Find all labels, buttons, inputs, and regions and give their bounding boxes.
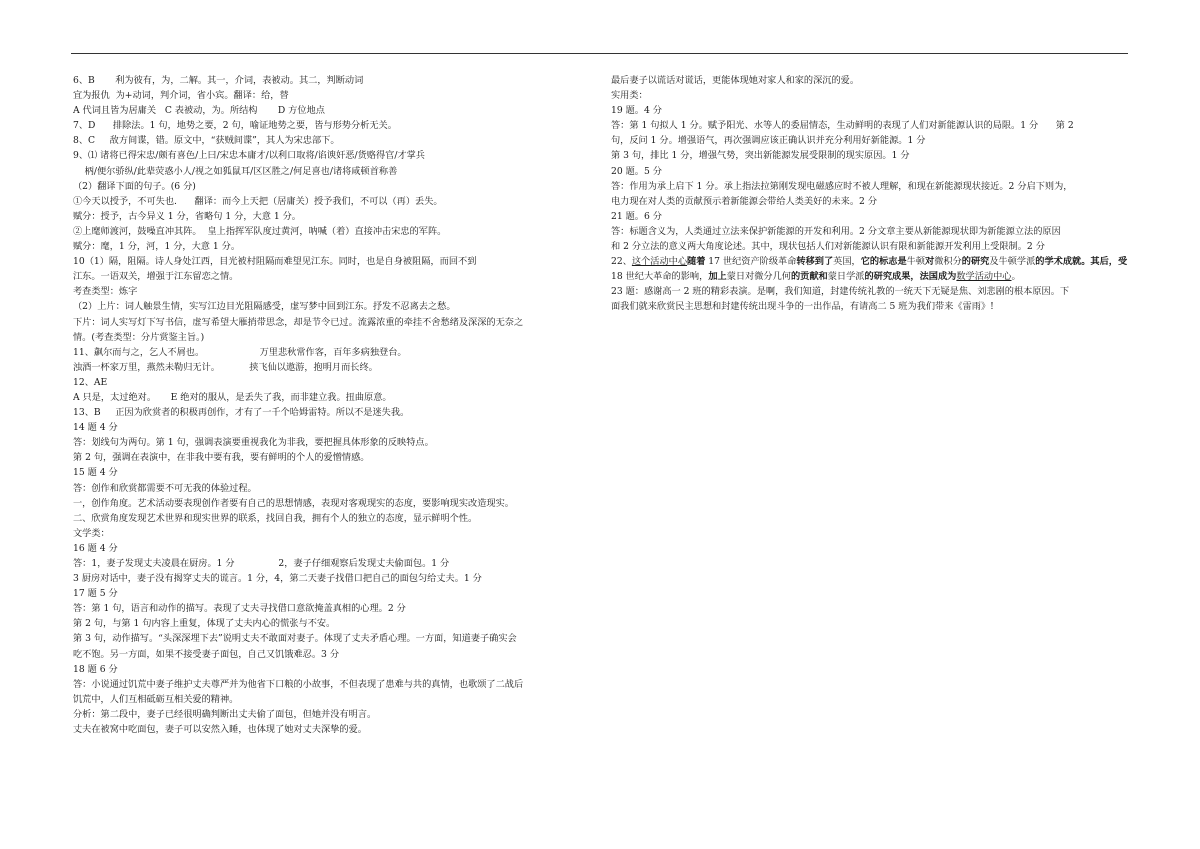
text-line: 答：作用为承上启下 1 分。承上指法拉第刚发现电磁感应时不被人理解，和现在新能源现状接近。2 分启下则为， (611, 180, 1073, 192)
text-line: 6、B 利为彼有，为，二解。其一，介词，表被动。其二，判断动词 (73, 75, 364, 86)
q22-text: 及牛顿学派 (989, 256, 1036, 268)
question-heading: 21 题。6 分 (611, 210, 662, 222)
text-line: 吃不饱。另一方面，如果不接受妻子面包，自己又饥饿难忍。3 分 (73, 648, 340, 660)
q22-text: 英国， (833, 256, 861, 268)
text-line: 13、B 正因为欣赏者的积极再创作，才有了一千个哈姆雷特。所以不是迷失我。 (73, 407, 410, 419)
text-line: 赋分：授予，古今异义 1 分，省略句 1 分，大意 1 分。 (73, 210, 301, 222)
text-line: （2）翻译下面的句子。(6 分) (73, 180, 196, 192)
q22-underlined-phrase: 这个活动中心 (631, 256, 688, 268)
text-line: 文学类： (73, 527, 110, 539)
right-column (611, 73, 1131, 315)
text-line: 答：划线句为两句。第 1 句，强调表演要重视我化为非我，要把握具体形象的反映特点。 (73, 437, 434, 449)
q22-text: 牛顿 (906, 256, 926, 268)
text-line: 14 题 4 分 (73, 422, 118, 434)
text-line: 第 3 句，排比 1 分，增强气势，突出新能源发展受限制的现实原因。1 分 (611, 150, 910, 162)
text-line: 17 题 5 分 (73, 588, 118, 600)
q22-bold-phrase: 它的标志是 (860, 256, 907, 268)
text-line: 句，反问 1 分。增强语气，再次强调应该正确认识并充分利用好新能源。1 分 (611, 135, 926, 147)
q22-underlined-phrase: 数学活动中心 (956, 271, 1012, 283)
text-line: 赋分：麾，1 分，河，1 分，大意 1 分。 (73, 241, 241, 253)
q22-bold-phrase: 转移到了 (796, 256, 834, 268)
text-line: 7、D 排除法。1 句，地势之要，2 句，喻证地势之要，皆与形势分析无关。 (73, 120, 397, 132)
q22-bold-phrase: 随着 (687, 256, 706, 268)
text-line: （2）上片：词人触景生情，实写江边目光阻隔感受，虚写梦中回到江东。抒发不忍离去之愁。 (73, 301, 456, 313)
text-line: 18 题 6 分 (73, 663, 118, 675)
text-line: 宜为报仇 为+动词，判介词，省小宾。翻译：给，替 (73, 90, 289, 102)
q22-text: 微分几何 (754, 271, 791, 283)
text-line: 答：标题含义为，人类通过立法来保护新能源的开发和利用。2 分文章主要从新能源现状即为新能源立法的原因 (611, 225, 1061, 237)
text-line: ②上麾师渡河，鼓噪直冲其阵。 皇上指挥军队度过黄河，呐喊（着）直接冲击宋忠的军阵。 (73, 225, 447, 237)
text-line: 最后妻子以谎话对谎话，更能体现她对家人和家的深沉的爱。 (611, 75, 860, 86)
text-line: 丈夫在被窝中吃面包，妻子可以安然入睡，也体现了她对丈夫深挚的爱。 (73, 724, 367, 736)
text-line: 8、C 敌方间谍，错。原文中，“获贼间谍”，其人为宋忠部下。 (73, 135, 340, 147)
q22-bold-phrase: 对 (925, 256, 935, 268)
top-rule (71, 53, 1128, 54)
text-line: 9、⑴ 诸将已得宋忠/颇有喜色/上曰/宋忠本庸才/以利口取将/谄谀奸恶/货赂得官/才掌兵 (73, 150, 425, 162)
section-heading: 实用类： (611, 90, 648, 102)
q22-text: 蒙日学派 (827, 271, 865, 283)
text-line: 江东。一语双关，增强于江东留恋之情。 (73, 271, 239, 283)
question-heading: 19 题。4 分 (611, 105, 662, 117)
q22-bold-phrase: 的研究成果，法国成为 (864, 271, 957, 283)
text-line: 面我们就来欣赏民主思想和封建传统出现斗争的一出作品，有请高二 5 班为我们带来《雷雨》! (611, 301, 994, 313)
text-line: 第 2 句，与第 1 句内容上重复，体现了丈夫内心的慌张与不安。 (73, 618, 336, 630)
text-line: A 只是，太过绝对。 E 绝对的服从，是丢失了我，而非建立我。扭曲原意。 (73, 391, 392, 403)
text-line: 第 2 句，强调在表演中，在非我中要有我，要有鲜明的个人的爱憎情感。 (73, 452, 370, 464)
text-line: 情。(考查类型：分片赏鉴主旨。) (73, 331, 205, 343)
text-line: 考查类型：炼字 (73, 286, 138, 298)
text-line: 一，创作角度。艺术活动要表现创作者要有自己的思想情感，表现对客观现实的态度，要影响现实改造现实。 (73, 497, 514, 509)
text-line: 答：第 1 句拟人 1 分。赋予阳光、水等人的委屈情态，生动鲜明的表现了人们对新能源认识的局限。1 分 第 2 (611, 120, 1074, 132)
text-line: 23 题：感谢高一 2 班的精彩表演。是啊，我们知道，封建传统礼教的一统天下无疑是焦、刘悲剧的根本原因。下 (611, 286, 1070, 298)
q22-bold-phrase: 加上 (708, 271, 727, 283)
question-heading: 20 题。5 分 (611, 165, 662, 177)
text-line: 第 3 句，动作描写。“头深深埋下去”说明丈夫不敢面对妻子。体现了丈夫矛盾心理。一方面，知道妻子确实会 (73, 633, 517, 645)
text-line: ①今天以授予，不可失也. 翻译：而今上天把（居庸关）授予我们，不可以（再）丢失。 (73, 195, 443, 207)
q22-text: 。 (1011, 271, 1021, 283)
text-line: 12、AE (73, 376, 108, 388)
q22-text: 蒙日对 (726, 271, 755, 283)
text-line: 饥荒中，人们互相砥砺互相关爱的精神。 (73, 693, 239, 705)
left-column (73, 73, 591, 737)
text-line: 15 题 4 分 (73, 467, 118, 479)
text-line: A 代词且皆为居庸关 C 表被动，为。所结构 D 方位地点 (73, 105, 325, 117)
q22-bold-phrase: 的贡献和 (791, 271, 828, 283)
text-line: 答：1，妻子发现丈夫凌晨在厨房。1 分 2，妻子仔细观察后发现丈夫偷面包。1 分 (73, 558, 450, 569)
text-line: 电力现在对人类的贡献预示着新能源会带给人类美好的未来。2 分 (611, 195, 878, 207)
text-line: 10（1）隔，阻隔。诗人身处江西，目光被村阻隔而难望见江东。同时，也是自身被阻隔，而回不到 (73, 256, 477, 268)
text-line: 二、欣赏角度发现艺术世界和现实世界的联系，找回自我，拥有个人的独立的态度，显示鲜明个性。 (73, 512, 478, 524)
text-line: 答：小说通过饥荒中妻子维护丈夫尊严并为他省下口粮的小故事，不但表现了患难与共的真情，也歌颂了二战后 (73, 678, 524, 690)
q22-text: 微积分 (934, 256, 962, 268)
text-line: 分析：第二段中，妻子已经很明确判断出丈夫偷了面包，但她并没有明言。 (73, 708, 377, 720)
q22-bold-phrase: 的学术成就。其后，受 (1035, 256, 1128, 268)
text-line: 16 题 4 分 (73, 542, 118, 554)
q22-number: 22、 (611, 256, 632, 268)
text-line: 答：创作和欣赏都需要不可无我的体验过程。 (73, 482, 257, 494)
text-line: 柄/便尔骄纵/此辈荧惑小人/视之如狐鼠耳/区区胜之/何足喜也/诸将咸顿首称善 (73, 165, 398, 177)
text-line: 浊酒一杯家万里，燕然未勒归无计。 挟飞仙以遨游，抱明月而长终。 (73, 361, 378, 373)
question-22-paragraph (611, 254, 1131, 284)
q22-text: 18 世纪大革命的影响， (611, 271, 709, 283)
text-line: 下片：词人实写灯下写书信，虚写希望大雁捎带思念，却是节令已过。流露浓重的牵挂不舍愁绪及深深的无奈之 (73, 316, 524, 328)
text-line: 和 2 分立法的意义两大角度论述。其中，现状包括人们对新能源认识有限和新能源开发利用上受限制。2 分 (611, 241, 1045, 253)
text-line: 11、飙尔而与之，乞人不屑也。 万里悲秋常作客，百年多病独登台。 (73, 346, 407, 358)
text-line: 答：第 1 句，语言和动作的描写。表现了丈夫寻找借口意欲掩盖真相的心理。2 分 (73, 603, 406, 615)
q22-text: 17 世纪资产阶级革命 (705, 256, 797, 268)
text-line: 3 厨房对话中，妻子没有揭穿丈夫的谎言。1 分，4，第二天妻子找借口把自己的面包匀给丈夫。1 分 (73, 573, 482, 585)
q22-bold-phrase: 的研究 (961, 256, 990, 268)
